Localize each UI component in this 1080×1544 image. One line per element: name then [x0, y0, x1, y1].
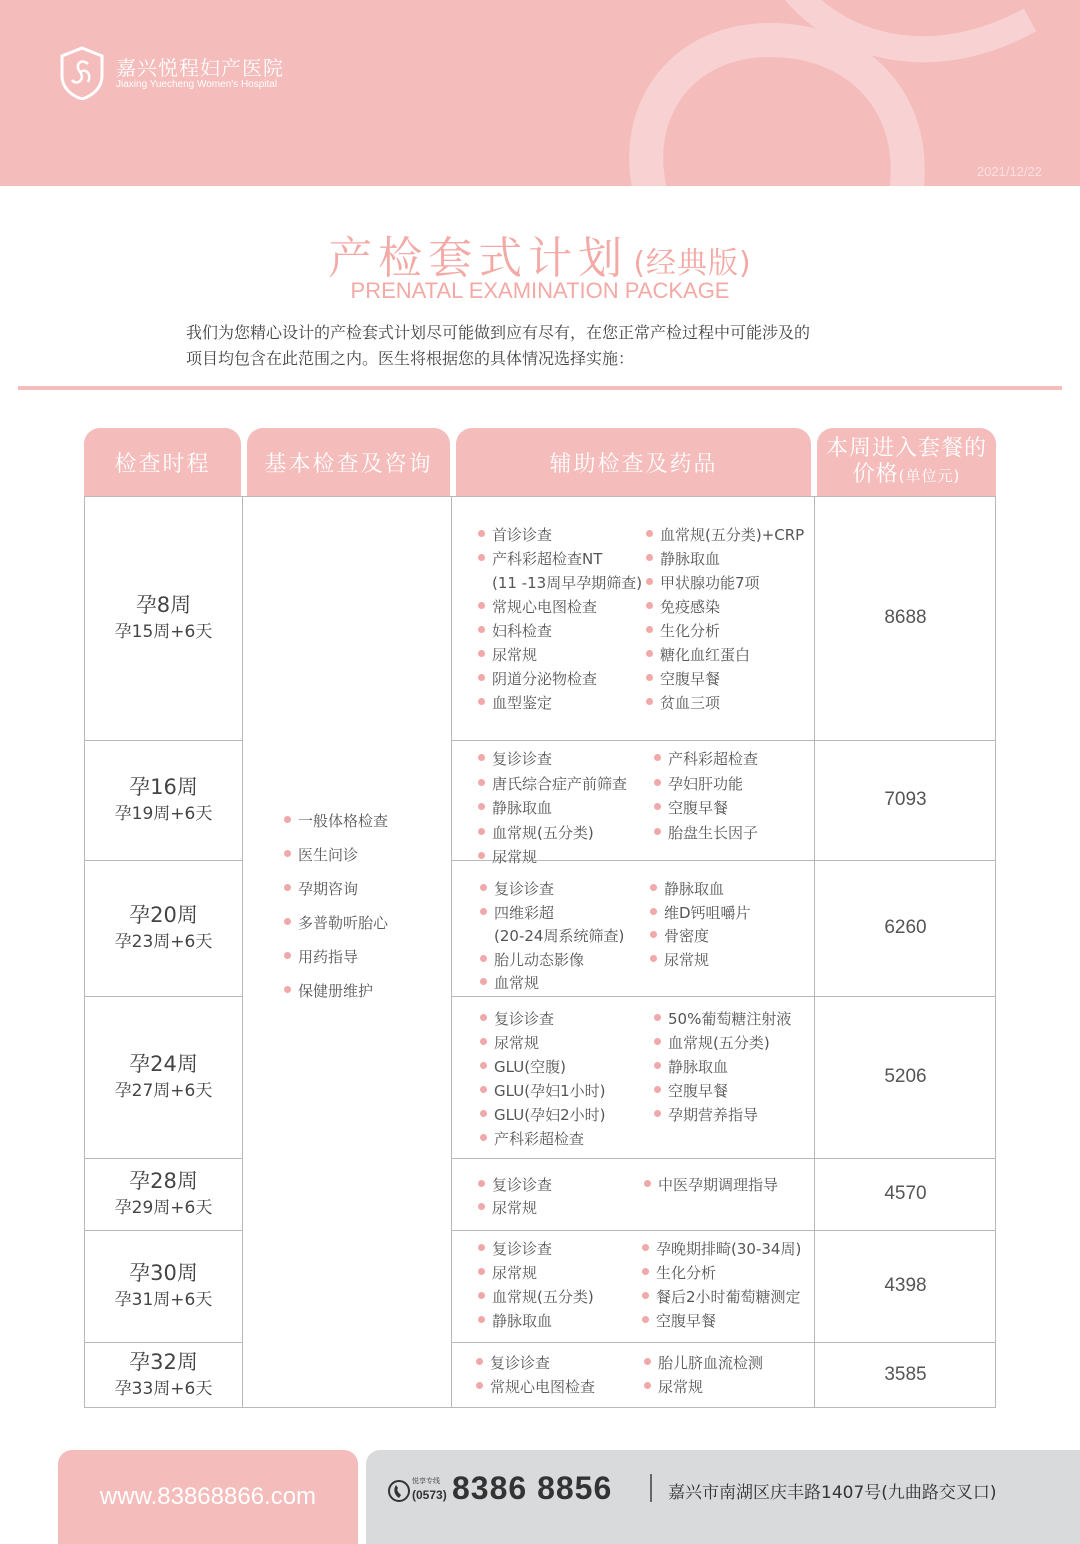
- exam-item-label: 血常规(五分类): [668, 1034, 770, 1052]
- week-label: 孕16周: [129, 775, 198, 799]
- exam-item: [480, 1032, 539, 1053]
- bullet-dot: [478, 554, 485, 561]
- exam-item-label: 常规心电图检查: [490, 1378, 596, 1396]
- exam-item: [478, 773, 627, 794]
- exam-item: [654, 1080, 728, 1101]
- exam-item: [480, 1080, 605, 1101]
- exam-item-label: 复诊诊查: [492, 750, 553, 768]
- exam-item: [642, 1238, 801, 1259]
- divider: [18, 386, 1062, 390]
- bullet-dot: [650, 884, 657, 891]
- bullet-dot: [654, 1062, 661, 1069]
- bullet-dot: [646, 578, 653, 585]
- bullet-dot: [480, 1062, 487, 1069]
- exam-item-label: 产科彩超检查NT: [492, 550, 603, 568]
- exam-item-label: 餐后2小时葡萄糖测定: [656, 1288, 801, 1306]
- exam-item: [478, 748, 552, 769]
- bullet-dot: [654, 803, 661, 810]
- exam-item: [644, 1376, 703, 1397]
- bullet-dot: [478, 852, 485, 859]
- exam-item-label: 血常规(五分类): [492, 1288, 594, 1306]
- bullet-dot: [478, 754, 485, 761]
- bullet-dot: [480, 1086, 487, 1093]
- exam-item: [646, 692, 720, 713]
- week-label: 孕28周: [129, 1169, 198, 1193]
- exam-item: [480, 1104, 605, 1125]
- week-cell: [85, 496, 242, 740]
- exam-item-label: 生化分析: [660, 622, 721, 640]
- col-divider: [451, 496, 452, 1408]
- exam-item-label: 空腹早餐: [668, 799, 729, 817]
- exam-item-label: 尿常规: [664, 950, 710, 969]
- exam-item-label: 血型鉴定: [492, 694, 553, 712]
- exam-item: [478, 797, 552, 818]
- exam-item-label: 50%葡萄糖注射液: [668, 1010, 792, 1028]
- bullet-dot: [476, 1358, 483, 1365]
- exam-item: [492, 572, 642, 593]
- exam-item-label: 胎儿脐血流检测: [658, 1354, 764, 1372]
- exam-item: [480, 1128, 584, 1149]
- bullet-dot: [478, 828, 485, 835]
- exam-item: [654, 1008, 791, 1029]
- exam-item: [478, 620, 552, 641]
- week-label: 孕32周: [129, 1350, 198, 1374]
- bullet-dot: [642, 1268, 649, 1275]
- bullet-dot: [478, 1316, 485, 1323]
- bullet-dot: [480, 978, 487, 985]
- week-range: 孕31周+6天: [114, 1290, 213, 1310]
- exam-item-label: 阴道分泌物检查: [492, 670, 598, 688]
- week-range: 孕29周+6天: [114, 1198, 213, 1218]
- price-value: 4570: [884, 1183, 927, 1204]
- bullet-dot: [646, 674, 653, 681]
- exam-item: [644, 1174, 778, 1195]
- exam-item: [478, 822, 594, 843]
- exam-item: [478, 1310, 552, 1331]
- bullet-dot: [478, 1292, 485, 1299]
- exam-item-label: GLU(孕妇1小时): [494, 1082, 606, 1100]
- exam-item-label: 尿常规: [492, 1264, 538, 1282]
- exam-item-label: 产科彩超检查: [668, 750, 759, 768]
- exam-item: [654, 822, 758, 843]
- exam-item-label: 复诊诊查: [492, 1240, 553, 1258]
- bullet-dot: [478, 803, 485, 810]
- decorative-swirl: [600, 0, 1080, 186]
- bullet-dot: [478, 698, 485, 705]
- price-value: 3585: [884, 1364, 927, 1385]
- exam-item-label: 常规心电图检查: [492, 598, 598, 616]
- header-banner: [0, 0, 1080, 186]
- intro-text: [186, 320, 906, 372]
- exam-item: [478, 524, 552, 545]
- bullet-dot: [478, 1180, 485, 1187]
- price-value: 4398: [884, 1275, 927, 1296]
- exam-item: [478, 846, 537, 867]
- bullet-dot: [644, 1180, 651, 1187]
- exam-item: [646, 596, 720, 617]
- phone-label: 悦享专线: [412, 1477, 440, 1485]
- bullet-dot: [480, 1038, 487, 1045]
- week-range: 孕15周+6天: [114, 622, 213, 642]
- bullet-dot: [642, 1292, 649, 1299]
- week-label: 孕20周: [129, 903, 198, 927]
- bullet-dot: [642, 1316, 649, 1323]
- bullet-dot: [646, 698, 653, 705]
- exam-item-label: 骨密度: [664, 927, 710, 945]
- title-en: PRENATAL EXAMINATION PACKAGE: [350, 278, 730, 303]
- col-divider: [242, 496, 243, 1408]
- exam-item: [494, 925, 624, 946]
- hospital-name: 嘉兴悦程妇产医院: [116, 56, 284, 80]
- bullet-dot: [650, 955, 657, 962]
- bullet-dot: [646, 650, 653, 657]
- exam-item: [650, 949, 709, 970]
- exam-item: [646, 668, 720, 689]
- phone-icon: [388, 1478, 410, 1504]
- exam-item: [646, 572, 760, 593]
- exam-item: [478, 596, 597, 617]
- exam-item-label: 产科彩超检查: [494, 1130, 585, 1148]
- exam-item-label: (20-24周系统筛查): [494, 927, 625, 945]
- bullet-dot: [478, 1268, 485, 1275]
- exam-item: [478, 668, 597, 689]
- exam-item-label: 血常规: [494, 974, 540, 992]
- exam-item-label: 孕妇肝功能: [668, 774, 744, 793]
- exam-item: [646, 620, 720, 641]
- bullet-dot: [476, 1382, 483, 1389]
- week-range: 孕23周+6天: [114, 932, 213, 952]
- address: 嘉兴市南湖区庆丰路1407号(九曲路交叉口): [668, 1483, 997, 1503]
- exam-item: [478, 1286, 594, 1307]
- exam-item-label: 中医孕期调理指导: [658, 1176, 779, 1194]
- phone-number[interactable]: 8386 8856: [452, 1470, 613, 1506]
- basic-item: 孕期咨询: [284, 872, 444, 906]
- price-value: 6260: [884, 917, 927, 938]
- bullet-dot: [480, 1110, 487, 1117]
- header-price: [817, 428, 996, 496]
- exam-item: [646, 548, 720, 569]
- exam-item-label: 静脉取血: [492, 1312, 553, 1330]
- page-title: [0, 222, 1080, 286]
- bullet-dot: [480, 1014, 487, 1021]
- exam-item-label: 甲状腺功能7项: [660, 574, 760, 592]
- price-value: 5206: [884, 1066, 927, 1087]
- exam-item-label: 空腹早餐: [668, 1082, 729, 1100]
- exam-item: [654, 748, 758, 769]
- week-label: 孕24周: [129, 1052, 198, 1076]
- exam-item-label: 首诊诊查: [492, 526, 553, 544]
- exam-item-label: 复诊诊查: [492, 1176, 553, 1194]
- exam-item-label: 静脉取血: [660, 550, 721, 568]
- bullet-dot: [646, 554, 653, 561]
- bullet-dot: [478, 626, 485, 633]
- basic-item: 一般体格检查: [284, 804, 444, 838]
- exam-item-label: 唐氏综合症产前筛查: [492, 774, 628, 793]
- title-sub: (经典版): [633, 246, 752, 281]
- exam-item: [654, 1104, 758, 1125]
- document-date: 2021/12/22: [976, 164, 1042, 179]
- exam-item: [478, 692, 552, 713]
- week-range: 孕27周+6天: [114, 1081, 213, 1101]
- bullet-dot: [654, 1110, 661, 1117]
- header-schedule: 检查时程: [84, 428, 241, 496]
- exam-item-label: 妇科检查: [492, 622, 553, 640]
- exam-item-label: 糖化血红蛋白: [660, 646, 751, 664]
- bullet-dot: [642, 1244, 649, 1251]
- bullet-dot: [646, 602, 653, 609]
- exam-item: [478, 1197, 537, 1218]
- exam-item-label: 血常规(五分类)+CRP: [660, 526, 805, 544]
- header-price-unit: (单位元): [898, 466, 961, 485]
- website-link[interactable]: www.83868866.com: [58, 1450, 358, 1544]
- exam-item: [646, 524, 804, 545]
- exam-item: [642, 1286, 801, 1307]
- exam-item-label: 免疫感染: [660, 598, 721, 616]
- bullet-dot: [644, 1358, 651, 1365]
- exam-item-label: 血常规(五分类): [492, 823, 594, 842]
- bullet-dot: [480, 1134, 487, 1141]
- week-label: 孕30周: [129, 1261, 198, 1285]
- bullet-dot: [654, 1086, 661, 1093]
- exam-item: [478, 644, 537, 665]
- exam-item-label: 胎盘生长因子: [668, 823, 759, 842]
- bullet-dot: [650, 908, 657, 915]
- bullet-dot: [478, 650, 485, 657]
- exam-item: [480, 972, 539, 993]
- exam-item: [480, 1056, 566, 1077]
- exam-item-label: GLU(空腹): [494, 1058, 566, 1076]
- week-range: 孕33周+6天: [114, 1379, 213, 1399]
- exam-item-label: 静脉取血: [492, 799, 553, 817]
- bullet-dot: [654, 1038, 661, 1045]
- exam-item-label: 空腹早餐: [660, 670, 721, 688]
- intro-line-1: 我们为您精心设计的产检套式计划尽可能做到应有尽有，在您正常产检过程中可能涉及的: [186, 323, 811, 342]
- week-cell: [85, 1158, 242, 1230]
- header-auxiliary: 辅助检查及药品: [456, 428, 811, 496]
- exam-item-label: 复诊诊查: [494, 1010, 555, 1028]
- area-code: (0573): [412, 1488, 447, 1502]
- price-value: 8688: [884, 607, 927, 628]
- bullet-dot: [654, 754, 661, 761]
- exam-item: [654, 797, 728, 818]
- bullet-dot: [478, 1244, 485, 1251]
- title-main: 产检套式计划: [328, 233, 629, 284]
- exam-item: [642, 1310, 716, 1331]
- week-cell: [85, 860, 242, 996]
- header-basic: 基本检查及咨询: [247, 428, 450, 496]
- bullet-dot: [478, 674, 485, 681]
- exam-item: [650, 902, 751, 923]
- exam-item: [480, 1008, 554, 1029]
- header-price-line2: 价格: [852, 461, 899, 487]
- exam-item: [654, 1032, 770, 1053]
- exam-item-label: 尿常规: [492, 1199, 538, 1217]
- week-cell: [85, 1342, 242, 1408]
- exam-item-label: 复诊诊查: [490, 1354, 551, 1372]
- hospital-logo-icon: [60, 46, 104, 100]
- exam-item: [478, 1238, 552, 1259]
- exam-item: [478, 1262, 537, 1283]
- bullet-dot: [654, 1014, 661, 1021]
- exam-item-label: 胎儿动态影像: [494, 950, 585, 969]
- exam-item-label: 静脉取血: [664, 880, 725, 898]
- bullet-dot: [644, 1382, 651, 1389]
- exam-item: [476, 1376, 595, 1397]
- exam-item: [654, 773, 743, 794]
- basic-item: 多普勒听胎心: [284, 906, 444, 940]
- exam-item-label: 空腹早餐: [656, 1312, 717, 1330]
- week-label: 孕8周: [135, 593, 192, 617]
- bullet-dot: [478, 602, 485, 609]
- exam-item-label: 尿常规: [494, 1034, 540, 1052]
- exam-item: [650, 925, 709, 946]
- exam-item: [480, 878, 554, 899]
- contact-bar: [366, 1450, 1080, 1544]
- intro-line-2: 项目均包含在此范围之内。医生将根据您的具体情况选择实施：: [186, 349, 635, 368]
- hospital-name-en: Jiaxing Yuecheng Women's Hospital: [116, 79, 278, 90]
- exam-item-label: GLU(孕妇2小时): [494, 1106, 606, 1124]
- bullet-dot: [654, 828, 661, 835]
- bullet-dot: [478, 530, 485, 537]
- exam-item-label: 静脉取血: [668, 1058, 729, 1076]
- exam-item-label: 尿常规: [492, 848, 538, 866]
- exam-item: [646, 644, 750, 665]
- week-cell: [85, 1230, 242, 1342]
- exam-item-label: 尿常规: [492, 646, 538, 664]
- exam-item: [478, 1174, 552, 1195]
- exam-item: [642, 1262, 716, 1283]
- exam-item-label: 复诊诊查: [494, 880, 555, 898]
- bullet-dot: [478, 1203, 485, 1210]
- basic-item: 保健册维护: [284, 974, 444, 1008]
- exam-item-label: 孕期营养指导: [668, 1106, 759, 1124]
- exam-item: [644, 1352, 763, 1373]
- exam-item-label: 贫血三项: [660, 694, 721, 712]
- exam-item-label: 四维彩超: [494, 903, 555, 922]
- exam-item: [480, 902, 554, 923]
- week-cell: [85, 996, 242, 1158]
- bullet-dot: [646, 530, 653, 537]
- bullet-dot: [480, 908, 487, 915]
- basic-item: 医生问诊: [284, 838, 444, 872]
- basic-item: 用药指导: [284, 940, 444, 974]
- basic-items-list: [284, 804, 444, 1008]
- week-range: 孕19周+6天: [114, 804, 213, 824]
- exam-item: [654, 1056, 728, 1077]
- exam-item-label: (11 -13周早孕期筛查): [492, 574, 643, 592]
- exam-item: [650, 878, 724, 899]
- exam-item: [478, 548, 602, 569]
- bullet-dot: [480, 955, 487, 962]
- exam-item-label: 尿常规: [658, 1378, 704, 1396]
- week-cell: [85, 740, 242, 860]
- price-value: 7093: [884, 789, 927, 810]
- exam-item: [480, 949, 584, 970]
- bullet-dot: [646, 626, 653, 633]
- bullet-dot: [480, 884, 487, 891]
- exam-item-label: 生化分析: [656, 1264, 717, 1282]
- exam-item: [476, 1352, 550, 1373]
- header-price-line1: 本周进入套餐的: [825, 435, 987, 461]
- bullet-dot: [478, 779, 485, 786]
- separator: [650, 1474, 652, 1502]
- bullet-dot: [654, 779, 661, 786]
- exam-item-label: 孕晚期排畸(30-34周): [656, 1240, 802, 1258]
- exam-item-label: 维D钙咀嚼片: [664, 903, 751, 922]
- bullet-dot: [650, 931, 657, 938]
